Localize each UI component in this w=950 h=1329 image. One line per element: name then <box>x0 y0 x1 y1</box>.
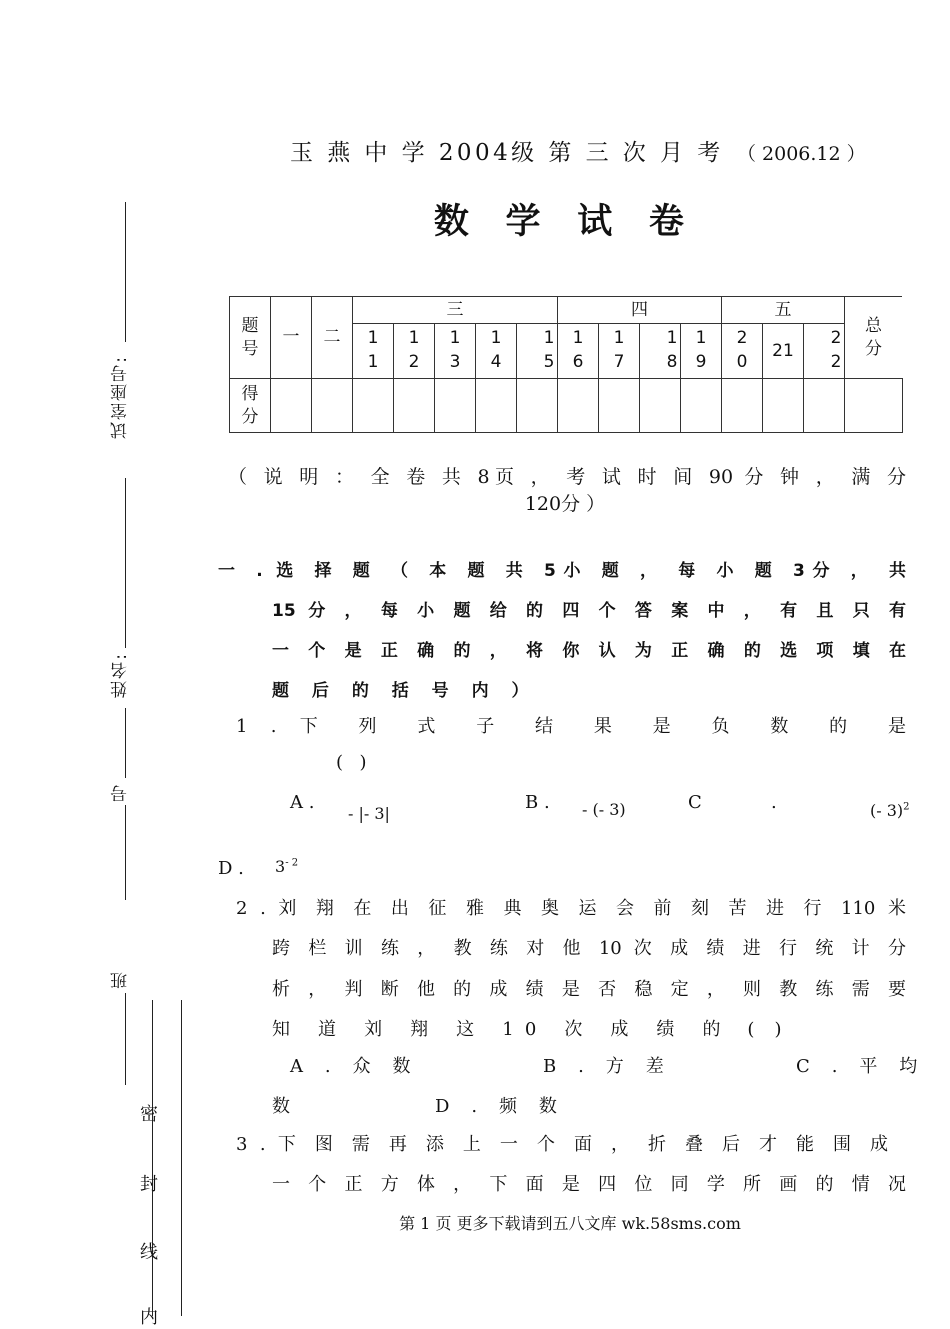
score-cell <box>681 379 722 433</box>
total-header: 总分 <box>845 297 903 379</box>
score-cell <box>722 379 763 433</box>
q1-option-d-exponent: - 2 <box>285 857 299 869</box>
exam-name: 玉 燕 中 学 2004级 第 三 次 月 考 <box>290 140 724 166</box>
q1-option-c-label: C <box>688 792 702 813</box>
exam-note-line1: （ 说 明 ： 全 卷 共 8页 ， 考 试 时 间 90 分 钟 ， 满 分 <box>228 466 906 488</box>
qnum-cell: 11 <box>353 324 394 379</box>
section1-heading-line: 题 后 的 括 号 内 ） <box>272 681 538 701</box>
score-cell <box>558 379 599 433</box>
qnum-cell: 19 <box>681 324 722 379</box>
score-row-header: 得分 <box>230 379 271 433</box>
seal-char-1: 密 <box>140 1104 158 1125</box>
q2-option-b: B . 方 差 <box>543 1056 672 1077</box>
score-table <box>229 296 903 433</box>
section1-heading-line: 一 个 是 正 确 的 ， 将 你 认 为 正 确 的 选 项 填 在 <box>272 641 906 661</box>
q1-option-c-expr <box>870 801 910 820</box>
q1-option-b-expr: - (- 3) <box>582 800 626 819</box>
score-row <box>230 379 903 433</box>
number-label: 号 <box>111 783 131 802</box>
q2-option-c-cont: 数 <box>272 1096 290 1117</box>
exam-header <box>290 134 866 167</box>
section1-heading: 一 . 选 择 题 （ 本 题 共 5小 题 ， 每 小 题 3分 ， 共 <box>218 561 906 581</box>
page-footer: 第 1 页 更多下载请到五八文库 wk.58sms.com <box>399 1214 741 1233</box>
exam-date: （ 2006.12 ） <box>737 143 866 165</box>
q1-option-a-expr: - |- 3| <box>348 804 390 823</box>
class-line <box>125 993 126 1085</box>
seal-char-3: 线 <box>140 1242 158 1263</box>
score-cell <box>599 379 640 433</box>
q1-option-d-label: D . <box>218 858 244 879</box>
qnum-cell: 20 <box>722 324 763 379</box>
qnum-cell: 15 <box>517 324 558 379</box>
q1-option-d-base: 3 <box>275 857 286 876</box>
qnum-cell: 13 <box>435 324 476 379</box>
score-cell <box>435 379 476 433</box>
q2-option-a: A . 众 数 <box>290 1056 419 1077</box>
q1-option-c-exponent: 2 <box>903 801 910 813</box>
q1-option-c-base: (- 3) <box>870 801 904 820</box>
q3-line: 一 个 正 方 体 ， 下 面 是 四 位 同 学 所 画 的 情 况 <box>272 1174 906 1195</box>
name-label: 姓名: <box>111 652 131 698</box>
col-two: 二 <box>312 297 353 379</box>
score-cell <box>517 379 558 433</box>
qnum-cell: 12 <box>394 324 435 379</box>
qnum-cell: 17 <box>599 324 640 379</box>
group-four: 四 <box>558 297 722 324</box>
score-cell <box>763 379 804 433</box>
q2-line: 2 . 刘 翔 在 出 征 雅 典 奥 运 会 前 刻 苦 进 行 110 米 <box>236 898 906 919</box>
q1-stem: 1 . 下 列 式 子 结 果 是 负 数 的 是 <box>236 716 906 737</box>
q2-option-c: C . 平 均 <box>796 1056 926 1077</box>
q2-line-last <box>272 1015 789 1041</box>
seat-label: 试室座号: <box>111 355 131 439</box>
q2-option-d: D . 频 数 <box>435 1096 566 1117</box>
qnum-cell: 16 <box>558 324 599 379</box>
seal-line-left <box>152 1000 153 1316</box>
q1-option-a-label: A . <box>290 792 315 813</box>
q1-option-d-expr <box>275 857 298 876</box>
qnum-cell: 14 <box>476 324 517 379</box>
q1-option-c-dot: . <box>771 792 777 813</box>
score-cell <box>353 379 394 433</box>
group-five: 五 <box>722 297 845 324</box>
q2-answer-paren: ( ) <box>747 1019 789 1040</box>
q1-option-b-label: B . <box>525 792 550 813</box>
number-line <box>125 805 126 900</box>
score-cell <box>804 379 845 433</box>
q1-answer-paren: ( ) <box>336 752 372 773</box>
q3-line: 3 . 下 图 需 再 添 上 一 个 面 ， 折 叠 后 才 能 围 成 <box>236 1134 888 1155</box>
col-one: 一 <box>271 297 312 379</box>
question-no-header: 题号 <box>230 297 271 379</box>
q2-line: 析 ， 判 断 他 的 成 绩 是 否 稳 定 ， 则 教 练 需 要 <box>272 979 906 1000</box>
group-three: 三 <box>353 297 558 324</box>
q2-line: 跨 栏 训 练 ， 教 练 对 他 10 次 成 绩 进 行 统 计 分 <box>272 938 906 959</box>
seal-char-4: 内 <box>140 1307 158 1328</box>
score-cell-total <box>845 379 903 433</box>
qnum-cell: 18 <box>640 324 681 379</box>
exam-note-line2: 120分 ） <box>524 493 606 515</box>
seal-char-2: 封 <box>140 1174 158 1195</box>
score-cell <box>394 379 435 433</box>
class-label: 班 <box>111 970 131 989</box>
section1-heading-line: 15 分 ， 每 小 题 给 的 四 个 答 案 中 ， 有 且 只 有 <box>272 601 906 621</box>
score-cell <box>476 379 517 433</box>
page-title: 数 学 试 卷 <box>433 202 697 242</box>
qnum-cell: 21 <box>763 324 804 379</box>
qnum-cell: 22 <box>804 324 845 379</box>
score-cell <box>312 379 353 433</box>
name-line <box>125 708 126 778</box>
seal-line-right <box>181 1000 182 1316</box>
score-cell <box>640 379 681 433</box>
score-cell <box>271 379 312 433</box>
q2-line-text: 知 道 刘 翔 这 10 次 成 绩 的 <box>272 1019 732 1040</box>
